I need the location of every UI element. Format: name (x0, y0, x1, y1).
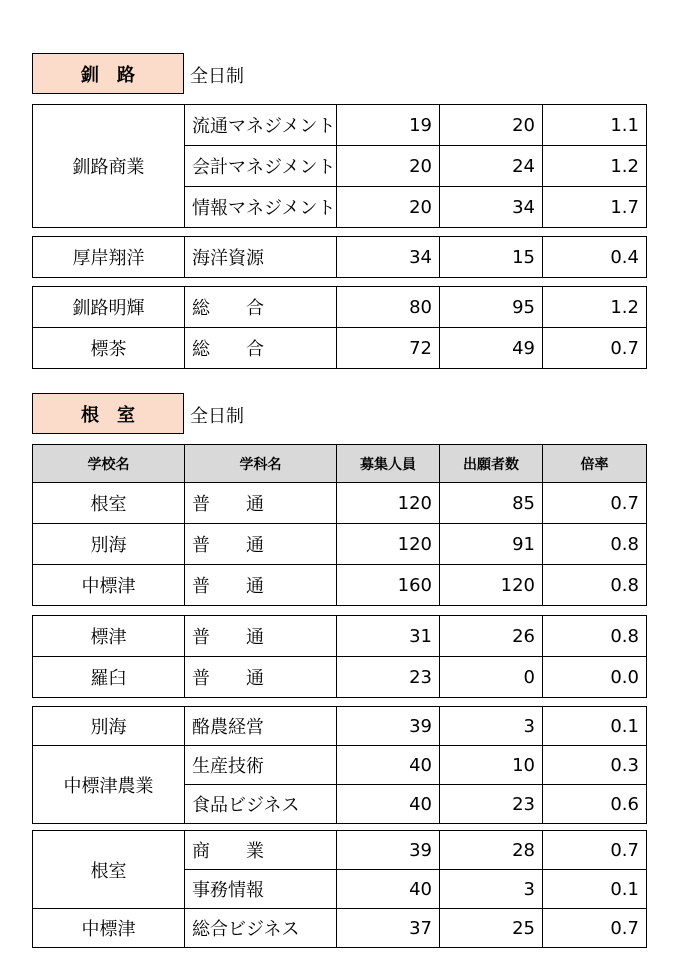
applicants-value: 25 (440, 909, 543, 948)
region-name: 釧 路 (81, 64, 135, 86)
quota-value: 19 (337, 105, 440, 146)
ratio-value: 0.6 (543, 785, 647, 824)
applicants-value: 20 (440, 105, 543, 146)
quota-value: 40 (337, 746, 440, 785)
quota-value: 34 (337, 237, 440, 278)
school-name: 標茶 (33, 328, 185, 369)
quota-value: 23 (337, 657, 440, 698)
table-row (33, 328, 647, 369)
quota-value: 20 (337, 187, 440, 228)
ratio-value: 0.8 (543, 616, 647, 657)
kushiro-group-1 (32, 236, 647, 278)
quota-value: 160 (337, 565, 440, 606)
applicants-value: 3 (440, 707, 543, 746)
department-name: 普 通 (185, 483, 337, 524)
region-label-nemuro (32, 393, 184, 434)
nemuro-group-3 (32, 830, 647, 948)
school-name: 根室 (33, 483, 185, 524)
table-row (33, 909, 647, 948)
department-name: 流通マネジメント (185, 105, 337, 146)
header-school: 学校名 (33, 445, 185, 483)
department-name: 情報マネジメント (185, 187, 337, 228)
ratio-value: 0.7 (543, 483, 647, 524)
department-name: 食品ビジネス (185, 785, 337, 824)
applicants-value: 85 (440, 483, 543, 524)
school-name: 厚岸翔洋 (33, 237, 185, 278)
applicants-value: 28 (440, 831, 543, 870)
department-name: 普 通 (185, 524, 337, 565)
school-name: 別海 (33, 524, 185, 565)
department-name: 総合ビジネス (185, 909, 337, 948)
applicants-value: 15 (440, 237, 543, 278)
quota-value: 20 (337, 146, 440, 187)
table-row (33, 831, 647, 870)
school-name: 標津 (33, 616, 185, 657)
school-name: 中標津 (33, 909, 185, 948)
quota-value: 39 (337, 707, 440, 746)
table-row (33, 483, 647, 524)
ratio-value: 0.0 (543, 657, 647, 698)
quota-value: 40 (337, 870, 440, 909)
ratio-value: 0.8 (543, 565, 647, 606)
table-row (33, 105, 647, 146)
quota-value: 80 (337, 287, 440, 328)
table-row (33, 657, 647, 698)
applicants-value: 91 (440, 524, 543, 565)
applicants-value: 23 (440, 785, 543, 824)
department-name: 会計マネジメント (185, 146, 337, 187)
nemuro-group-1 (32, 615, 647, 698)
department-name: 商 業 (185, 831, 337, 870)
region-name: 根 室 (81, 404, 135, 426)
school-name: 羅臼 (33, 657, 185, 698)
department-name: 普 通 (185, 616, 337, 657)
department-name: 普 通 (185, 657, 337, 698)
header-quota: 募集人員 (337, 445, 440, 483)
applicants-value: 120 (440, 565, 543, 606)
header-department: 学科名 (185, 445, 337, 483)
department-name: 酪農経営 (185, 707, 337, 746)
applicants-value: 3 (440, 870, 543, 909)
ratio-value: 0.7 (543, 909, 647, 948)
ratio-value: 0.1 (543, 870, 647, 909)
applicants-value: 24 (440, 146, 543, 187)
department-name: 総 合 (185, 287, 337, 328)
applicants-value: 49 (440, 328, 543, 369)
region-label-kushiro (32, 53, 184, 94)
quota-value: 120 (337, 524, 440, 565)
school-name: 根室 (33, 831, 185, 909)
department-name: 事務情報 (185, 870, 337, 909)
kushiro-group-0 (32, 104, 647, 228)
table-row (33, 565, 647, 606)
school-name: 別海 (33, 707, 185, 746)
ratio-value: 1.2 (543, 287, 647, 328)
school-name: 中標津 (33, 565, 185, 606)
quota-value: 40 (337, 785, 440, 824)
ratio-value: 1.2 (543, 146, 647, 187)
table-row (33, 616, 647, 657)
quota-value: 31 (337, 616, 440, 657)
applicants-value: 95 (440, 287, 543, 328)
ratio-value: 0.7 (543, 328, 647, 369)
department-name: 総 合 (185, 328, 337, 369)
nemuro-group-2 (32, 706, 647, 824)
department-name: 生産技術 (185, 746, 337, 785)
header-ratio: 倍率 (543, 445, 647, 483)
table-row (33, 707, 647, 746)
kushiro-group-2 (32, 286, 647, 369)
quota-value: 120 (337, 483, 440, 524)
table-row (33, 524, 647, 565)
table-header-row (33, 445, 647, 483)
nemuro-group-0 (32, 444, 647, 606)
applicants-value: 0 (440, 657, 543, 698)
ratio-value: 0.7 (543, 831, 647, 870)
ratio-value: 0.8 (543, 524, 647, 565)
school-name: 釧路商業 (33, 105, 185, 228)
quota-value: 72 (337, 328, 440, 369)
department-name: 海洋資源 (185, 237, 337, 278)
header-applicants: 出願者数 (440, 445, 543, 483)
department-name: 普 通 (185, 565, 337, 606)
ratio-value: 0.4 (543, 237, 647, 278)
table-row (33, 237, 647, 278)
ratio-value: 0.1 (543, 707, 647, 746)
quota-value: 37 (337, 909, 440, 948)
course-type-kushiro: 全日制 (190, 66, 244, 87)
school-name: 中標津農業 (33, 746, 185, 824)
ratio-value: 0.3 (543, 746, 647, 785)
school-name: 釧路明輝 (33, 287, 185, 328)
applicants-value: 10 (440, 746, 543, 785)
quota-value: 39 (337, 831, 440, 870)
table-row (33, 287, 647, 328)
course-type-nemuro: 全日制 (190, 406, 244, 427)
ratio-value: 1.1 (543, 105, 647, 146)
ratio-value: 1.7 (543, 187, 647, 228)
applicants-value: 34 (440, 187, 543, 228)
table-row (33, 746, 647, 785)
applicants-value: 26 (440, 616, 543, 657)
